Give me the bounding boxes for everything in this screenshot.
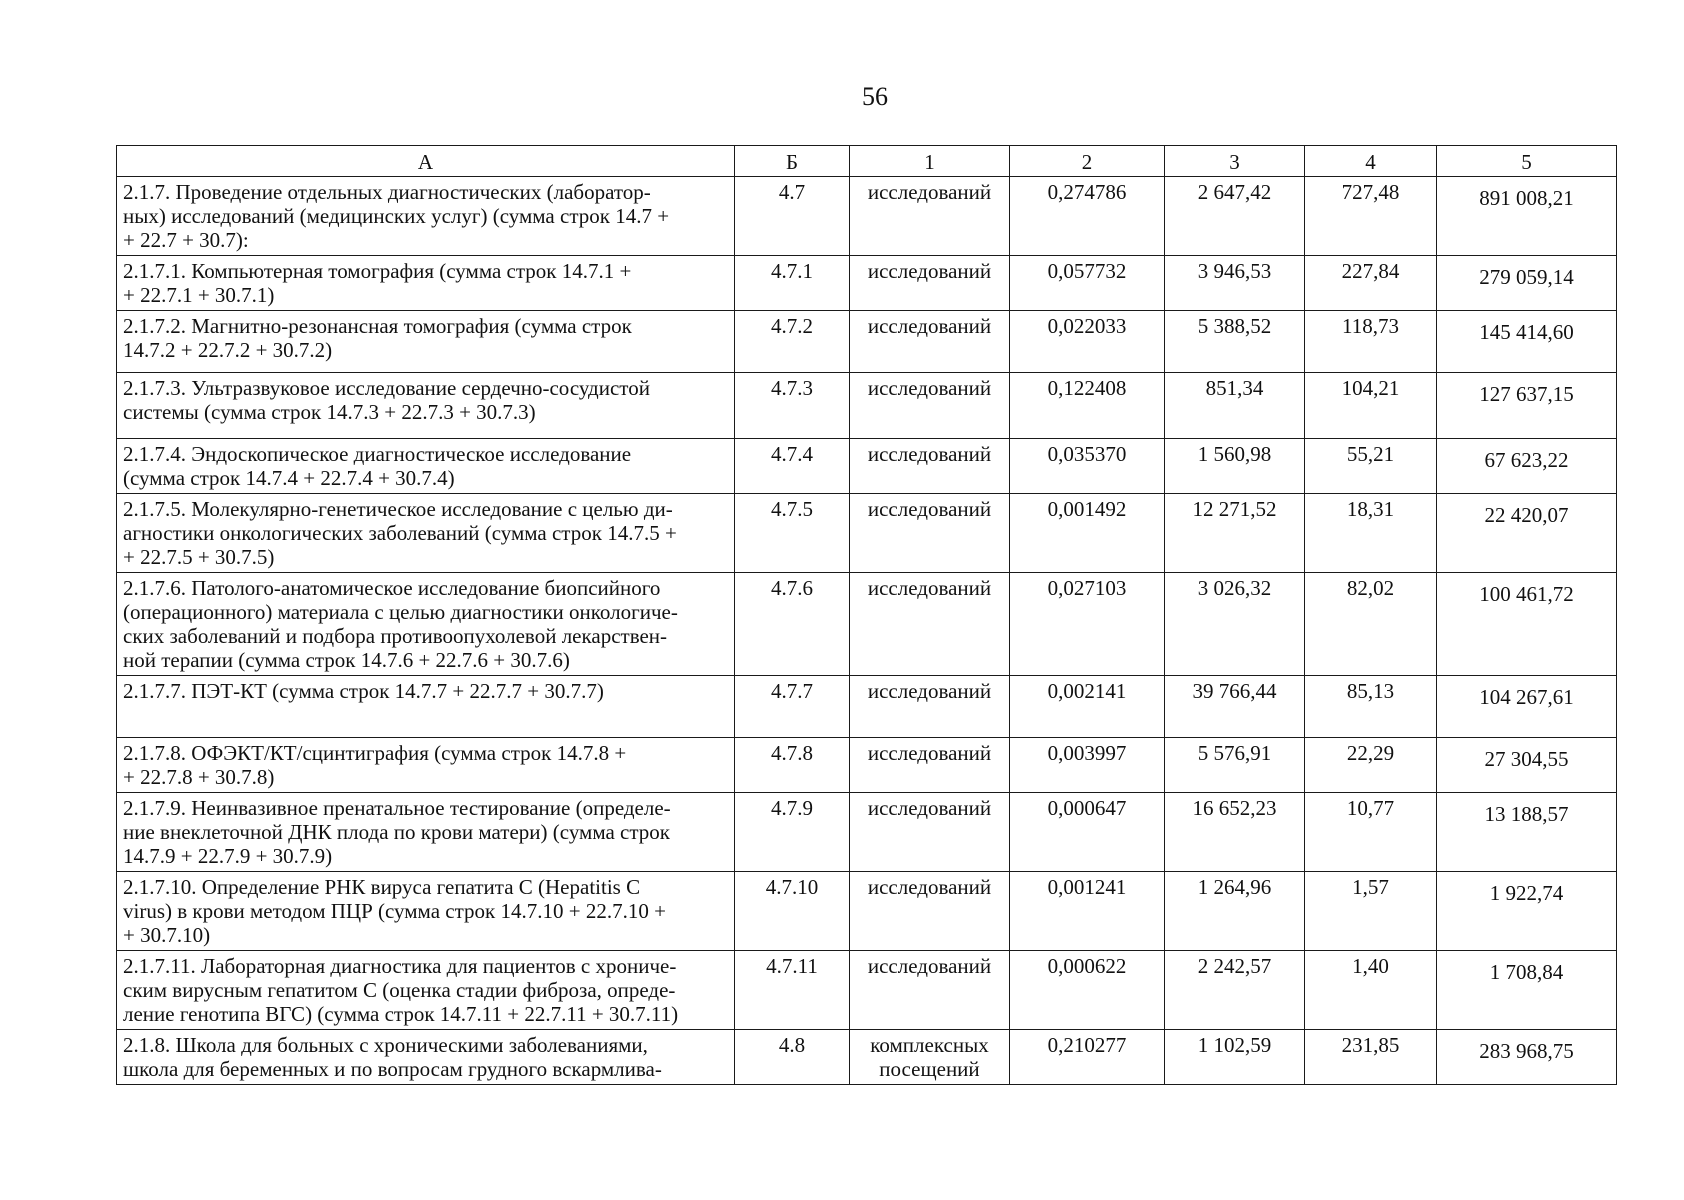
row-value-5: 67 623,22: [1437, 439, 1617, 494]
row-description: [117, 1030, 735, 1085]
table-row: [117, 951, 1617, 1030]
row-value-4: 104,21: [1305, 373, 1437, 439]
row-code: 4.7.2: [735, 311, 850, 373]
row-code: 4.7.8: [735, 738, 850, 793]
row-code: 4.7.4: [735, 439, 850, 494]
row-value-5: 100 461,72: [1437, 573, 1617, 676]
table-row: [117, 439, 1617, 494]
row-value-5: 145 414,60: [1437, 311, 1617, 373]
row-value-4: 22,29: [1305, 738, 1437, 793]
row-description-text: 2.1.7.5. Молекулярно-генетическое исследование с целью ди- агностики онкологических заболеваний (сумма строк 14.7.5 + + 22.7.5 + 30.7.5): [123, 497, 677, 569]
row-code: 4.8: [735, 1030, 850, 1085]
row-value-3: 1 560,98: [1165, 439, 1305, 494]
row-code: 4.7.6: [735, 573, 850, 676]
row-description-text: 2.1.7.11. Лабораторная диагностика для пациентов с хрониче- ским вирусным гепатитом С (оценка стадии фиброза, опреде- ление генотипа ВГС) (сумма строк 14.7.11 + 22.7.11 + 30.7.11): [123, 954, 679, 1026]
row-value-3: 2 647,42: [1165, 177, 1305, 256]
row-code: 4.7.10: [735, 872, 850, 951]
row-description: [117, 177, 735, 256]
column-header-2: 2: [1010, 146, 1165, 177]
row-value-5: 1 708,84: [1437, 951, 1617, 1030]
row-description: [117, 951, 735, 1030]
row-description: [117, 573, 735, 676]
column-header-b: Б: [735, 146, 850, 177]
row-value-4: 85,13: [1305, 676, 1437, 738]
row-value-5: 1 922,74: [1437, 872, 1617, 951]
table-row: [117, 793, 1617, 872]
row-unit: исследований: [850, 311, 1010, 373]
row-value-3: 1 102,59: [1165, 1030, 1305, 1085]
row-value-3: 5 576,91: [1165, 738, 1305, 793]
row-value-3: 16 652,23: [1165, 793, 1305, 872]
row-description-text: 2.1.7.8. ОФЭКТ/КТ/сцинтиграфия (сумма строк 14.7.8 + + 22.7.8 + 30.7.8): [123, 741, 627, 789]
table-row: [117, 177, 1617, 256]
column-header-3: 3: [1165, 146, 1305, 177]
row-value-2: 0,210277: [1010, 1030, 1165, 1085]
row-value-3: 12 271,52: [1165, 494, 1305, 573]
row-value-2: 0,027103: [1010, 573, 1165, 676]
row-value-2: 0,001492: [1010, 494, 1165, 573]
row-description: [117, 311, 735, 373]
row-code: 4.7.1: [735, 256, 850, 311]
row-unit: исследований: [850, 676, 1010, 738]
row-value-4: 55,21: [1305, 439, 1437, 494]
row-description-text: 2.1.7. Проведение отдельных диагностических (лаборатор- ных) исследований (медицинских услуг) (сумма строк 14.7 + + 22.7 + 30.7):: [123, 180, 670, 252]
table-row: [117, 494, 1617, 573]
row-value-2: 0,001241: [1010, 872, 1165, 951]
column-header-5: 5: [1437, 146, 1617, 177]
row-value-3: 2 242,57: [1165, 951, 1305, 1030]
row-value-4: 727,48: [1305, 177, 1437, 256]
row-unit-text: комплексных посещений: [870, 1033, 989, 1081]
row-value-2: 0,274786: [1010, 177, 1165, 256]
table-row: [117, 373, 1617, 439]
row-description-text: 2.1.7.1. Компьютерная томография (сумма строк 14.7.1 + + 22.7.1 + 30.7.1): [123, 259, 632, 307]
row-unit: исследований: [850, 494, 1010, 573]
table-row: [117, 872, 1617, 951]
header-row: [117, 146, 1617, 177]
row-description-text: 2.1.7.6. Патолого-анатомическое исследование биопсийного (операционного) материала с целью диагностики онкологиче- ских заболеваний и подбора противоопухолевой лекарствен- ной терапии (сумма строк 14.7.6 + 22.7.6 + 30.7.6): [123, 576, 678, 672]
row-value-5: 127 637,15: [1437, 373, 1617, 439]
row-unit: исследований: [850, 439, 1010, 494]
row-value-2: 0,003997: [1010, 738, 1165, 793]
row-value-2: 0,002141: [1010, 676, 1165, 738]
row-value-4: 231,85: [1305, 1030, 1437, 1085]
row-value-3: 39 766,44: [1165, 676, 1305, 738]
row-value-5: 27 304,55: [1437, 738, 1617, 793]
row-description: [117, 872, 735, 951]
row-description: [117, 256, 735, 311]
row-description: [117, 793, 735, 872]
row-unit: исследований: [850, 573, 1010, 676]
row-value-3: 1 264,96: [1165, 872, 1305, 951]
row-code: 4.7: [735, 177, 850, 256]
row-description-text: 2.1.8. Школа для больных с хроническими заболеваниями, школа для беременных и по вопросам грудного вскармлива-: [123, 1033, 662, 1081]
row-value-2: 0,035370: [1010, 439, 1165, 494]
row-description: [117, 494, 735, 573]
row-value-4: 82,02: [1305, 573, 1437, 676]
row-unit: исследований: [850, 373, 1010, 439]
row-value-2: 0,000622: [1010, 951, 1165, 1030]
table-row: [117, 1030, 1617, 1085]
row-description-text: 2.1.7.7. ПЭТ-КТ (сумма строк 14.7.7 + 22.7.7 + 30.7.7): [123, 679, 604, 703]
table-row: [117, 573, 1617, 676]
row-code: 4.7.9: [735, 793, 850, 872]
data-table: [116, 145, 1617, 1085]
row-value-3: 851,34: [1165, 373, 1305, 439]
row-description-text: 2.1.7.4. Эндоскопическое диагностическое исследование (сумма строк 14.7.4 + 22.7.4 + 30.7.4): [123, 442, 632, 490]
column-header-1: 1: [850, 146, 1010, 177]
row-description-text: 2.1.7.3. Ультразвуковое исследование сердечно-сосудистой системы (сумма строк 14.7.3 + 22.7.3 + 30.7.3): [123, 376, 650, 424]
row-value-5: 891 008,21: [1437, 177, 1617, 256]
row-value-2: 0,057732: [1010, 256, 1165, 311]
row-description-text: 2.1.7.2. Магнитно-резонансная томография (сумма строк 14.7.2 + 22.7.2 + 30.7.2): [123, 314, 632, 362]
row-value-4: 10,77: [1305, 793, 1437, 872]
row-value-3: 5 388,52: [1165, 311, 1305, 373]
table-row: [117, 256, 1617, 311]
row-unit: [850, 1030, 1010, 1085]
row-description-text: 2.1.7.9. Неинвазивное пренатальное тестирование (определе- ние внеклеточной ДНК плода по крови матери) (сумма строк 14.7.9 + 22.7.9 + 30.7.9): [123, 796, 671, 868]
row-unit: исследований: [850, 177, 1010, 256]
row-value-4: 227,84: [1305, 256, 1437, 311]
row-description: [117, 738, 735, 793]
row-value-2: 0,022033: [1010, 311, 1165, 373]
row-value-2: 0,122408: [1010, 373, 1165, 439]
row-code: 4.7.3: [735, 373, 850, 439]
row-value-5: 279 059,14: [1437, 256, 1617, 311]
row-value-5: 283 968,75: [1437, 1030, 1617, 1085]
row-unit: исследований: [850, 256, 1010, 311]
row-value-4: 1,57: [1305, 872, 1437, 951]
table-row: [117, 311, 1617, 373]
row-unit: исследований: [850, 738, 1010, 793]
row-value-4: 1,40: [1305, 951, 1437, 1030]
row-description: [117, 439, 735, 494]
row-code: 4.7.7: [735, 676, 850, 738]
row-value-3: 3 946,53: [1165, 256, 1305, 311]
row-description: [117, 373, 735, 439]
row-unit: исследований: [850, 951, 1010, 1030]
row-value-4: 118,73: [1305, 311, 1437, 373]
page-number: 56: [862, 82, 888, 111]
row-value-4: 18,31: [1305, 494, 1437, 573]
table-row: [117, 738, 1617, 793]
row-description: [117, 676, 735, 738]
row-description-text: 2.1.7.10. Определение РНК вируса гепатита С (Hepatitis C virus) в крови методом ПЦР (сумма строк 14.7.10 + 22.7.10 + + 30.7.10): [123, 875, 666, 947]
row-value-5: 22 420,07: [1437, 494, 1617, 573]
row-value-2: 0,000647: [1010, 793, 1165, 872]
column-header-4: 4: [1305, 146, 1437, 177]
row-code: 4.7.5: [735, 494, 850, 573]
column-header-a: А: [117, 146, 735, 177]
row-unit: исследований: [850, 793, 1010, 872]
row-code: 4.7.11: [735, 951, 850, 1030]
row-value-5: 13 188,57: [1437, 793, 1617, 872]
table-row: [117, 676, 1617, 738]
row-value-5: 104 267,61: [1437, 676, 1617, 738]
row-unit: исследований: [850, 872, 1010, 951]
row-value-3: 3 026,32: [1165, 573, 1305, 676]
